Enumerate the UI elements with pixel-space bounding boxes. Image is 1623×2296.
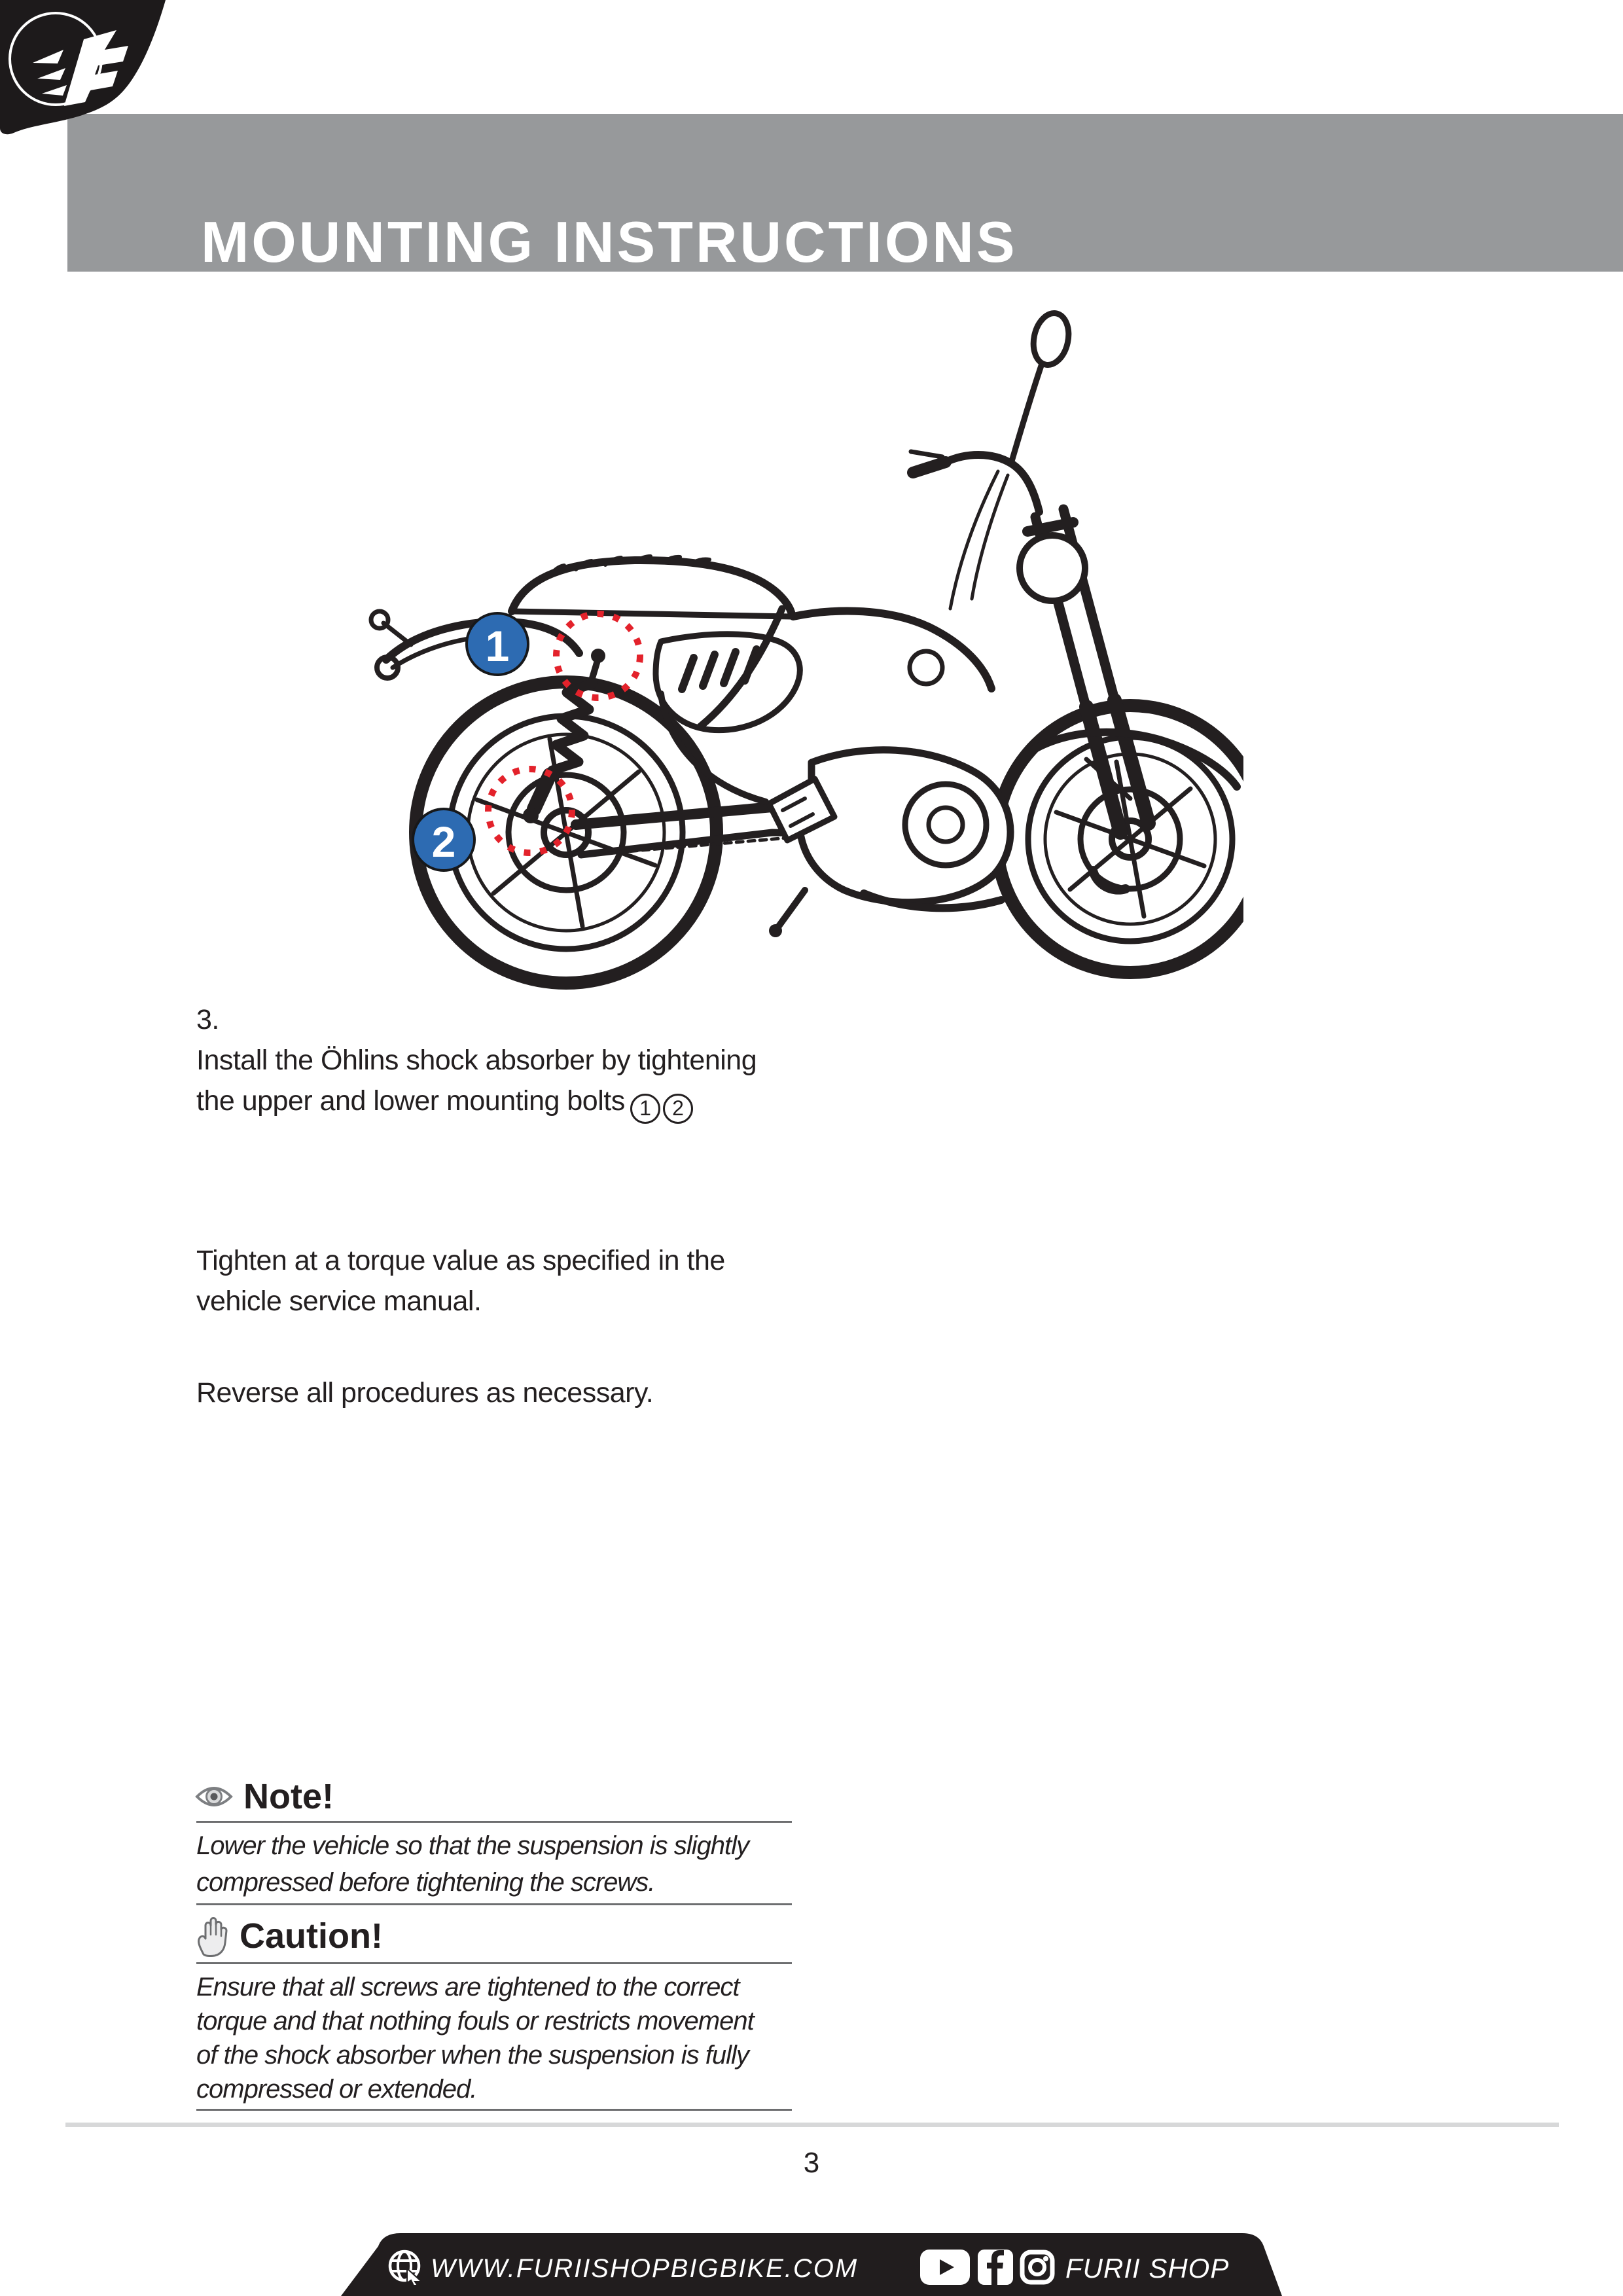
facebook-icon bbox=[978, 2250, 1013, 2285]
hand-icon bbox=[195, 1915, 229, 1957]
caution-header bbox=[195, 1915, 383, 1957]
callout-2-badge bbox=[413, 809, 474, 870]
caution-text-line-4: compressed or extended. bbox=[196, 2075, 477, 2104]
reverse-text-line: Reverse all procedures as necessary. bbox=[196, 1377, 654, 1408]
caution-title: Caution! bbox=[240, 1916, 383, 1956]
step-text-line-2 bbox=[196, 1085, 693, 1124]
caution-top-rule bbox=[196, 1962, 792, 1964]
header-band bbox=[67, 114, 1623, 272]
note-text-line-2: compressed before tightening the screws. bbox=[196, 1868, 655, 1897]
note-bottom-rule bbox=[196, 1903, 792, 1905]
note-text-line-1: Lower the vehicle so that the suspension is slightly bbox=[196, 1831, 749, 1860]
motorcycle-illustration bbox=[353, 301, 1243, 995]
step-number: 3. bbox=[196, 1004, 219, 1035]
footer-bar bbox=[327, 2232, 1296, 2296]
callout-2-number: 2 bbox=[431, 817, 456, 866]
caution-text-line-1: Ensure that all screws are tightened to the correct bbox=[196, 1973, 740, 2001]
callout-1-number: 1 bbox=[485, 622, 510, 670]
callout-1-badge bbox=[467, 613, 528, 675]
globe-icon bbox=[387, 2249, 424, 2286]
caution-text-line-3: of the shock absorber when the suspension is fully bbox=[196, 2041, 749, 2070]
torque-text-line-2: vehicle service manual. bbox=[196, 1285, 482, 1317]
instagram-icon bbox=[1020, 2250, 1055, 2285]
step-text-line-1: Install the Öhlins shock absorber by tightening bbox=[196, 1045, 757, 1076]
website-url: WWW.FURIISHOPBIGBIKE.COM bbox=[431, 2254, 859, 2283]
note-header bbox=[195, 1776, 334, 1817]
caution-bottom-rule bbox=[196, 2109, 792, 2111]
page-number: 3 bbox=[803, 2147, 820, 2179]
bolt-2-circled-number: 2 bbox=[663, 1094, 693, 1124]
page-title: MOUNTING INSTRUCTIONS bbox=[201, 209, 1018, 272]
caution-text-line-2: torque and that nothing fouls or restricts movement bbox=[196, 2007, 754, 2036]
bolt-1-circled-number: 1 bbox=[630, 1094, 660, 1124]
shop-name: FURII SHOP bbox=[1065, 2253, 1230, 2284]
eye-icon bbox=[195, 1784, 233, 1809]
note-top-rule bbox=[196, 1821, 792, 1823]
brand-badge bbox=[0, 0, 177, 144]
note-title: Note! bbox=[243, 1777, 334, 1816]
youtube-icon bbox=[919, 2249, 971, 2286]
step-text-line-2-text: the upper and lower mounting bolts bbox=[196, 1085, 625, 1117]
torque-text-line-1: Tighten at a torque value as specified in the bbox=[196, 1245, 725, 1276]
page-divider-rule bbox=[65, 2123, 1559, 2127]
